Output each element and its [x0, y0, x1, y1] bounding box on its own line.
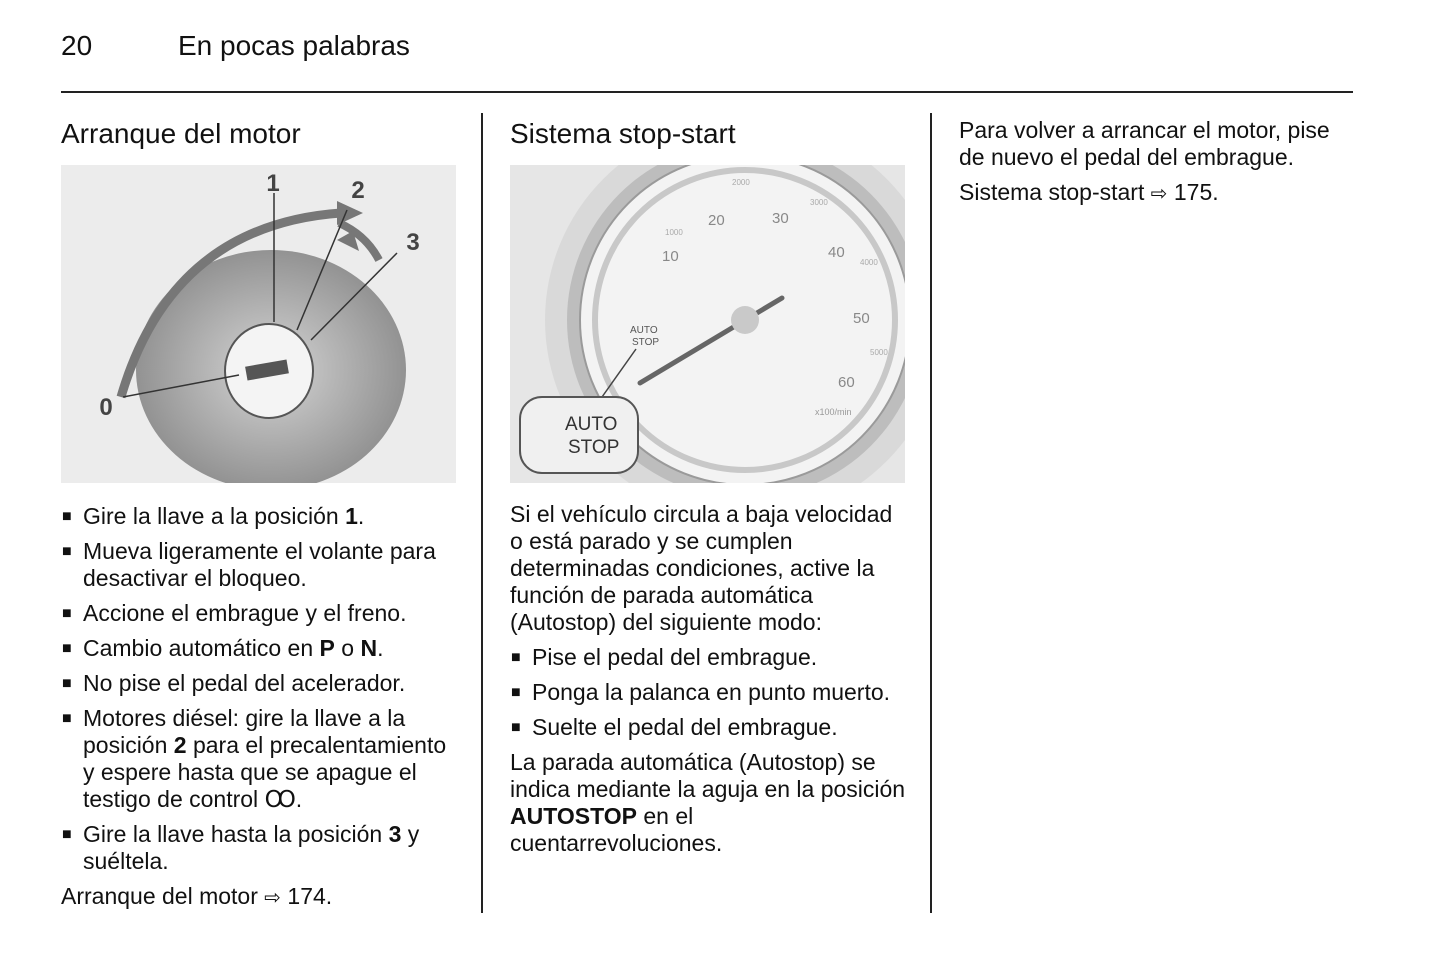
scale-label: 50	[853, 310, 870, 327]
scale-label: 10	[662, 248, 679, 265]
header-rule	[61, 91, 1353, 93]
column-divider	[481, 113, 483, 913]
column-stop-start	[510, 113, 910, 865]
list-item: ■ Pise el pedal del embrague.	[510, 644, 910, 671]
rpm-label: 4000	[860, 258, 878, 267]
position-label-1: 1	[266, 170, 280, 197]
arrow-icon: ⇨	[1150, 183, 1168, 205]
outro-paragraph: La parada automática (Autostop) se indica mediante la aguja en la posición AUTOSTOP en el cuentarrevoluciones.	[510, 749, 906, 856]
unit-label: x100/min	[815, 407, 852, 417]
position-label-2: 2	[351, 177, 365, 204]
list-item: ■ Motores diésel: gire la llave a la posición 2 para el precalentamiento y espere hasta que se apague el testigo de control Ꝏ.	[61, 705, 461, 813]
glow-plug-icon: Ꝏ	[264, 786, 296, 812]
autostop-gauge-label: STOP	[632, 337, 660, 348]
autostop-steps-list	[510, 644, 910, 741]
column-divider	[930, 113, 932, 913]
autostop-callout-label: STOP	[568, 437, 620, 458]
list-item: ■ Ponga la palanca en punto muerto.	[510, 679, 910, 706]
intro-paragraph: Si el vehículo circula a baja velocidad o está parado y se cumplen determinadas condiciones, active la función de parada automática (Autostop) del siguiente modo:	[510, 501, 893, 635]
autostop-callout-label: AUTO	[565, 414, 618, 435]
list-item: ■ No pise el pedal del acelerador.	[61, 670, 461, 697]
list-item: ■ Mueva ligeramente el volante para desactivar el bloqueo.	[61, 538, 461, 592]
column-arranque	[61, 113, 461, 920]
list-item: ■ Cambio automático en P o N.	[61, 635, 461, 662]
rpm-label: 1000	[665, 228, 683, 237]
autostop-callout	[520, 397, 638, 473]
position-label-3: 3	[406, 229, 420, 256]
start-steps-list	[61, 503, 461, 875]
tachometer-figure	[510, 165, 905, 483]
scale-label: 60	[838, 374, 855, 391]
list-item: ■ Accione el embrague y el freno.	[61, 600, 461, 627]
position-label-0: 0	[99, 394, 113, 421]
cross-reference[interactable]: Sistema stop-start ⇨ 175.	[959, 179, 1219, 205]
scale-label: 20	[708, 212, 725, 229]
cross-reference[interactable]: Arranque del motor ⇨ 174.	[61, 883, 333, 909]
column-restart	[959, 113, 1359, 216]
list-item: ■ Gire la llave hasta la posición 3 y suéltela.	[61, 821, 461, 875]
arrow-icon: ⇨	[264, 887, 282, 909]
scale-label: 40	[828, 244, 845, 261]
page-header-title: En pocas palabras	[178, 30, 410, 61]
page-number: 20	[61, 30, 93, 61]
restart-paragraph: Para volver a arrancar el motor, pise de nuevo el pedal del embrague.	[959, 117, 1330, 170]
needle-hub	[731, 306, 759, 334]
list-item: ■ Gire la llave a la posición 1.	[61, 503, 461, 530]
rpm-label: 5000	[870, 348, 888, 357]
autostop-gauge-label: AUTO	[630, 325, 658, 336]
section-heading: Sistema stop-start	[510, 118, 736, 149]
ignition-figure	[61, 165, 456, 483]
list-item: ■ Suelte el pedal del embrague.	[510, 714, 910, 741]
scale-label: 30	[772, 210, 789, 227]
rpm-label: 3000	[810, 198, 828, 207]
rpm-label: 2000	[732, 178, 750, 187]
section-heading: Arranque del motor	[61, 118, 301, 149]
